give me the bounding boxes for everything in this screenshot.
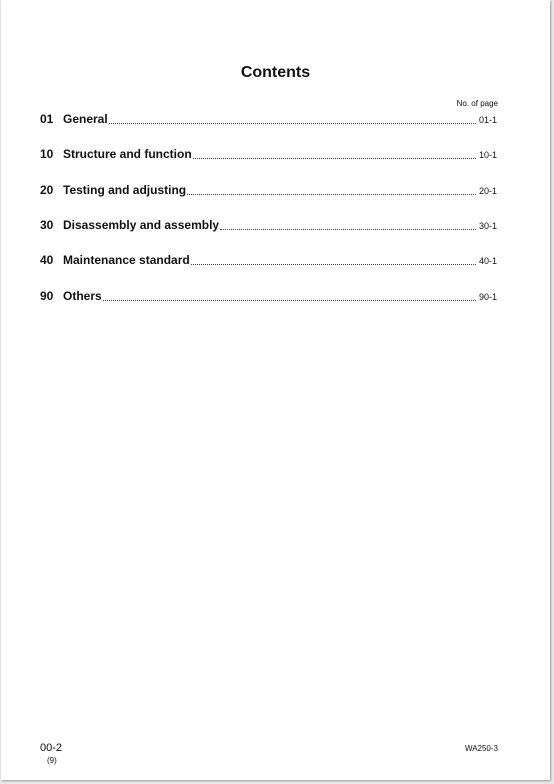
- footer-model: WA250-3: [464, 744, 498, 753]
- page-title: Contents: [240, 64, 311, 81]
- toc-number: 30: [40, 218, 54, 232]
- toc-row-others[interactable]: [40, 289, 497, 305]
- dot-leader: [220, 229, 476, 230]
- toc-row-maintenance-standard[interactable]: [40, 253, 497, 269]
- toc-page: 90-1: [478, 292, 497, 302]
- toc-label: Structure and function: [63, 147, 192, 161]
- footer-page-number: 00-2: [40, 742, 63, 754]
- dot-leader: [103, 300, 476, 301]
- toc-label: Others: [63, 289, 102, 303]
- toc-number: 40: [40, 253, 54, 267]
- toc-number: 01: [40, 112, 54, 126]
- dot-leader: [109, 123, 476, 124]
- dot-leader: [187, 194, 476, 195]
- toc-number: 20: [40, 183, 54, 197]
- page-column-header: No. of page: [456, 99, 498, 108]
- toc-page: 10-1: [478, 150, 497, 160]
- toc-row-disassembly-and-assembly[interactable]: [40, 218, 497, 234]
- document-page: [1, 0, 550, 780]
- toc-row-testing-and-adjusting[interactable]: [40, 183, 497, 199]
- toc-label: Maintenance standard: [63, 253, 190, 267]
- toc-number: 10: [40, 147, 54, 161]
- toc-label: Testing and adjusting: [63, 183, 187, 197]
- toc-row-structure-and-function[interactable]: [40, 147, 497, 163]
- toc-row-general[interactable]: [40, 112, 497, 128]
- toc-page: 01-1: [478, 115, 497, 125]
- footer-revision: (9): [47, 756, 57, 765]
- dot-leader: [191, 264, 476, 265]
- toc-label: Disassembly and assembly: [63, 218, 220, 232]
- toc-number: 90: [40, 289, 54, 303]
- toc-page: 30-1: [478, 221, 497, 231]
- dot-leader: [193, 158, 476, 159]
- toc-label: General: [63, 112, 108, 126]
- toc-page: 20-1: [478, 186, 497, 196]
- toc-page: 40-1: [478, 256, 497, 266]
